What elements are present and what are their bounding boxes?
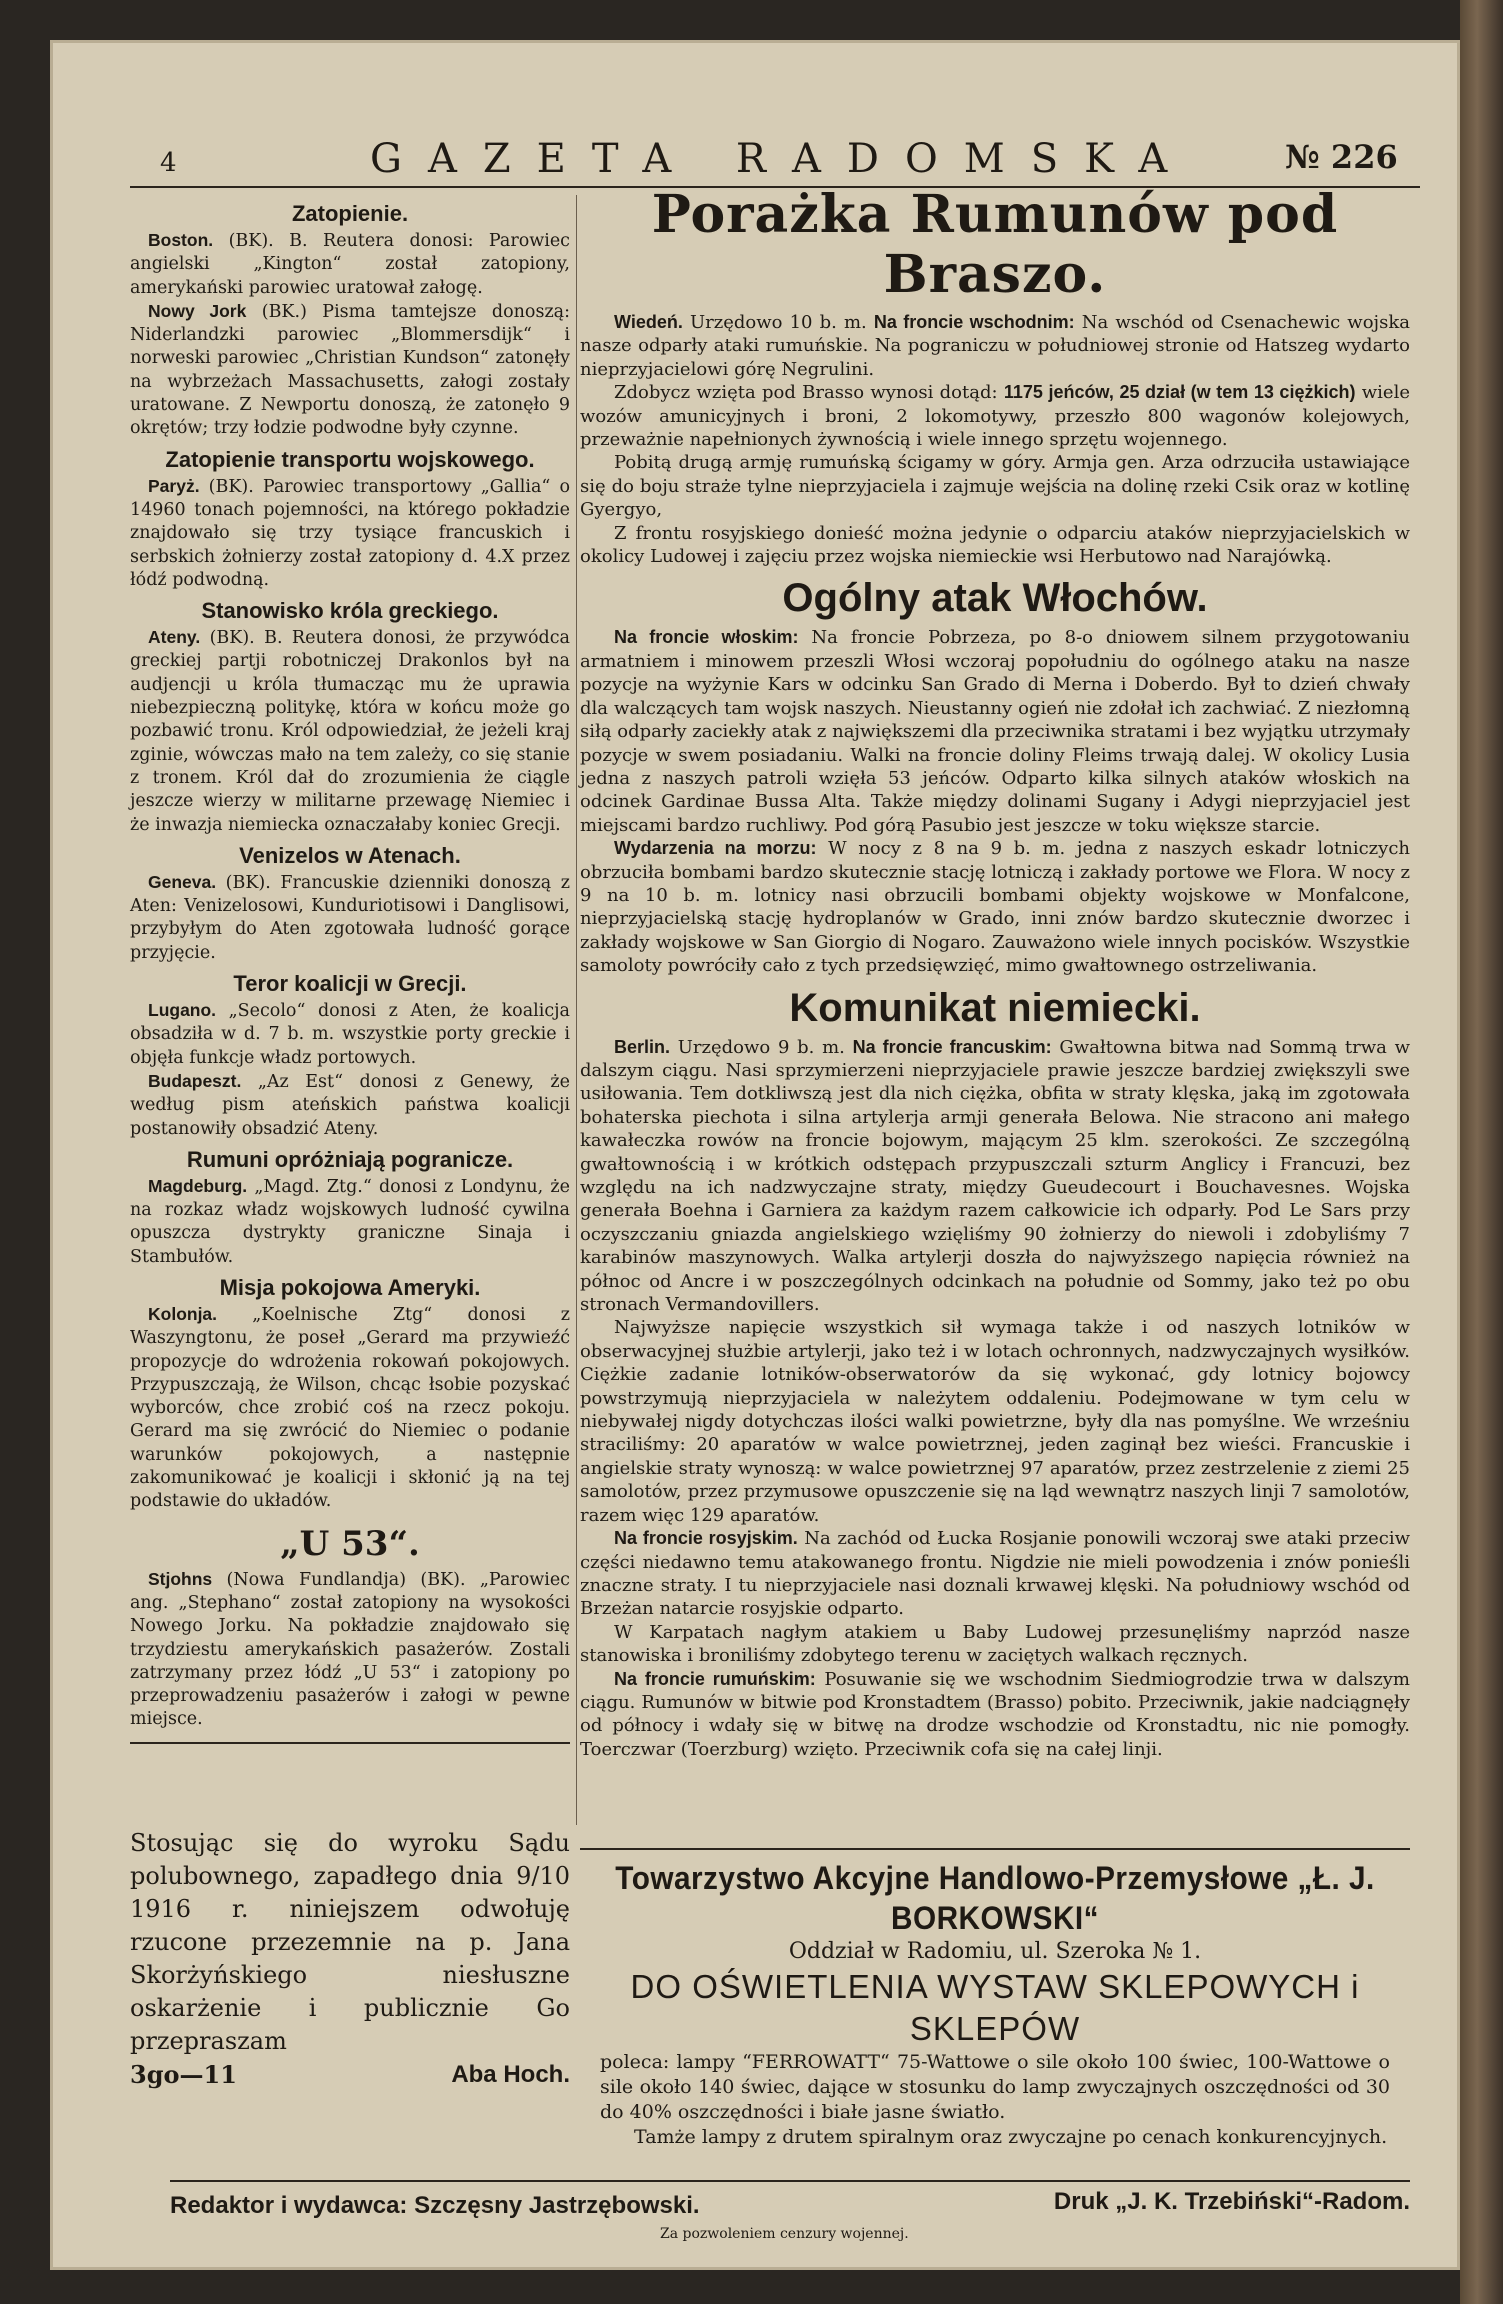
news-text: „Koelnische Ztg“ donosi z Waszyngtonu, że poseł „Gerard ma przywieźć propozycje do wdrożenia rokowań pokojowych. Przypuszczają, że Wilson, chcąc łsobie pozyskać wyborców, chce zrobić coś na rzecz pokoju. Gerard ma się zwrócić do Niemiec o podanie warunków pokojowych, a następnie zakomunikować je koalicji i skłonić ją na tej podstawie do układów. (130, 1304, 570, 1512)
news-text: (BK). B. Reutera donosi: Parowiec angielski „Kington“ został zatopiony, amerykański parowiec uratował załogę. (130, 231, 570, 298)
news-item (130, 1175, 570, 1269)
news-item (580, 1036, 1410, 1317)
column-separator (576, 195, 577, 1825)
news-item (130, 300, 570, 441)
news-lead: Stjohns (148, 1568, 213, 1589)
news-lead: Na froncie francuskim: (852, 1036, 1052, 1057)
u53-heading: „U 53“. (280, 1523, 420, 1564)
newspaper-title: GAZETA RADOMSKA (370, 136, 1194, 182)
news-text: Na froncie Pobrzeza, po 8-o dniowem silnem przygotowaniu armatniem i minowem przeszli Włosi wczoraj popołudniu do ogólnego ataku na nasze pozycje na wyżynie Kars w odcinku San Grado di Merna i Doberdo. Był to dzień chwały dla walczących tam wojsk naszych. Nieustanny ogień nie zdołał ich zachwiać. Z niezłomną siłą odparły zaciekły atak z największemi dla przeciwnika stratami i bez wyjątku utrzymały pozycje w swem posiadaniu. Walki na froncie doliny Fleims trwają dalej. W okolicy Lusia jedna z naszych patroli wzięła 53 jeńców. Odparto kilka silnych ataków włoskich na odcinek Gardinae Bussa Alta. Także między dolinami Sugany i Adygi nieprzyjaciel jest miejscami bardzo ruchliwy. Pod górą Pasubio jest jeszcze w toku większe starcie. (580, 627, 1411, 836)
news-item (580, 311, 1410, 381)
news-item (130, 475, 570, 592)
page-footer (170, 2180, 1410, 2240)
news-text: „Magd. Ztg.“ donosi z Londynu, że na rozkaz władz wojskowych ludność cywilna opuszcza dystrykty graniczne Sinaja i Stambułów. (130, 1176, 570, 1267)
news-lead: Na froncie wschodnim: (873, 312, 1075, 332)
news-lead: Lugano. (148, 1000, 217, 1021)
news-text: Na wschód od Csenachewic wojska nasze odparły ataki rumuńskie. Na pograniczu w południowej stronie od Hatszeg wydarto nieprzyjacielowi górę Negrulini. (580, 312, 1411, 380)
column-divider (130, 1742, 570, 1744)
notice-place-date: 3go—11 (130, 2060, 237, 2089)
left-column (130, 195, 570, 1752)
section-headline: Komunikat niemiecki. (789, 985, 1201, 1030)
news-text: wiele wozów amunicyjnych i broni, 2 lokomotywy, przeszło 800 wagonów kolejowych, przeważnie napełnionych żywnością i wiele innego sprzętu wojennego. (580, 382, 1410, 451)
news-lead: Na froncie włoskim: (614, 627, 799, 648)
section-heading: Zatopienie transportu wojskowego. (165, 446, 535, 472)
news-text: Urzędowo 10 b. m. (682, 312, 874, 333)
news-item: W Karpatach nagłym atakiem u Baby Ludowej przesunęliśmy naprzód nasze stanowiska i broniliśmy zdobytego terenu w zaciętych walkach ręcznych. (580, 1621, 1410, 1667)
news-text: „Az Est“ donosi z Genewy, że według pism ateńskich państwa koalicji postanowiły obsadzić Ateny. (130, 1071, 570, 1139)
section-heading: Misja pokojowa Ameryki. (219, 1274, 481, 1300)
page-number: 4 (160, 148, 177, 178)
editor-credit: Redaktor i wydawca: Szczęsny Jastrzębowski. (170, 2192, 700, 2219)
news-item (580, 1527, 1410, 1621)
news-text: „Secolo“ donosi z Aten, że koalicja obsadziła w d. 7 b. m. wszystkie porty greckie i objęła funkcje władz portowych. (130, 1001, 570, 1068)
apology-notice (130, 1827, 570, 2091)
ad-headline: DO OŚWIETLENIA WYSTAW SKLEPOWYCH i SKLEPÓW (630, 1968, 1360, 2047)
news-lead: Na froncie rumuńskim: (614, 1668, 816, 1689)
news-lead: Na froncie rosyjskim. (614, 1528, 798, 1549)
section-heading: Rumuni opróżniają pogranicze. (186, 1146, 514, 1172)
news-lead: Kolonja. (148, 1303, 218, 1324)
news-lead: Nowy Jork (148, 300, 247, 321)
news-lead: Berlin. (614, 1036, 671, 1057)
issue-number: № 226 (1285, 138, 1398, 176)
ad-body: Tamże lampy z drutem spiralnym oraz zwyczajne po cenach konkurencyjnych. (634, 2126, 1388, 2148)
news-item (130, 1303, 570, 1514)
news-text: (Nowa Fundlandja) (BK). „Parowiec ang. „Stephano“ został zatopiony na wysokości Nowego Jorku. Na pokładzie znajdowało się trzydziestu amerykańskich pasażerów. Zostali zatrzymany przez łódź „U 53“ i zatopiony po przeprowadzeniu pasażerów i załogi w pewne miejsce. (130, 1569, 570, 1730)
notice-signature: Aba Hoch. (451, 2061, 570, 2088)
footer-rule (170, 2180, 1410, 2182)
main-headline: Porażka Rumunów pod Braszo. (651, 184, 1339, 305)
news-item (580, 837, 1410, 977)
news-lead: Magdeburg. (148, 1175, 248, 1196)
censor-note: Za pozwoleniem cenzury wojennej. (660, 2226, 909, 2242)
news-text: (BK.) Pisma tamtejsze donoszą: Niderlandzki parowiec „Blommersdijk“ i norweski parowiec „Christian Kundson“ zatonęły na wybrzeżach Massachusetts, załogi zostały uratowane. Z Newportu donoszą, że zatonęło 9 okrętów; trzy łodzie podwodne były czynne. (130, 301, 570, 439)
news-text: (BK). Francuskie dzienniki donoszą z Aten: Venizelosowi, Kunduriotisowi i Danglisowi, przybyłym do Aten zgotowała ludność gorące przyjęcie. (130, 872, 570, 963)
news-text: Zdobycz wzięta pod Brasso wynosi dotąd: (614, 382, 1004, 404)
ad-company-name: Towarzystwo Akcyjne Handlowo-Przemysłowe „Ł. J. BORKOWSKI“ (615, 1860, 1375, 1936)
notice-signature-line (130, 2058, 570, 2091)
news-item (130, 999, 570, 1070)
news-text: Na zachód od Łucka Rosjanie ponowili wczoraj swe ataki przeciw części niedawno temu atakowanego frontu. Nigdzie nie mieli powodzenia i znów ponieśli znaczne straty. I tu nieprzyjaciele nasi doznali krwawej klęski. Na południowy wschód od Brzeżan natarcie rosyjskie odparto. (580, 1528, 1410, 1620)
news-emphasis: 1175 jeńców, 25 dział (w tem 13 ciężkich) (1003, 382, 1356, 403)
news-item (580, 381, 1410, 451)
ad-rule (580, 1848, 1410, 1850)
news-text: Posuwanie się we wschodnim Siedmiogrodzie trwa w dalszym ciągu. Rumunów w bitwie pod Kronstadtem (Brasso) pobito. Przeciwnik, jakie nadciągnęły od północy i wdały się w bitwę na drodze wschodzie od Kronstadtu, nic nie pomogły. Toerczwar (Toerzburg) wzięto. Przeciwnik cofa się na całej linji. (580, 1668, 1410, 1760)
news-text: Gwałtowna bitwa nad Sommą trwa w dalszym ciągu. Nasi sprzymierzeni nieprzyjaciele prawie jeszcze bardziej zwiększyli swe usiłowania. Tem dotkliwszą jest dla nich ciężka, obfita w straty klęska, jaką im zgotowała bohaterska piechota i silna artylerja armji generała Belowa. Nie stracono ani małego kawałeczka rowów na froncie bojowym, mającym 25 klm. szerokości. Ze szczególną gwałtownością i w krótkich odstępach przypuszczali szturm Anglicy i Francuzi, bez względu na ich nadzwyczajne straty, między Gueudecourt i Bouchavesnes. Wojska generała Boehna i Garniera za każdym razem całkowicie ich odparły. Pod Le Sars przy oczyszczaniu gniazda angielskiego wzięliśmy 90 żołnierzy do niewoli i zdobyliśmy 7 karabinów maszynowych. Walka artylerji doszła do najwyższego napięcia również na północ od Ancre i w poszczególnych odcinkach na południe od Sommy, jako też po obu stronach Vermandovillers. (580, 1036, 1411, 1316)
binding-edge (1460, 0, 1503, 2304)
printer-credit: Druk „J. K. Trzebiński“-Radom. (1053, 2188, 1410, 2215)
news-item (130, 626, 570, 837)
masthead (100, 110, 1420, 180)
section-heading: Stanowisko króla greckiego. (201, 598, 499, 624)
news-text: (BK). Parowiec transportowy „Gallia“ o 14960 tonach pojemności, na którego pokładzie znajdowało się trzy tysiące francuskich i serbskich żołnierzy został zatopiony d. 4.X przez łódź podwodną. (130, 476, 570, 590)
news-item (130, 871, 570, 965)
section-heading: Teror koalicji w Grecji. (233, 971, 467, 997)
news-item (580, 626, 1410, 837)
section-headline: Ogólny atak Włochów. (782, 576, 1208, 621)
ad-body: poleca: lampy “FERROWATT“ 75-Wattowe o sile około 100 świec, 100-Wattowe o sile około 140 świec, dające w stosunku do lamp zwyczajnych oszczędności od 30 do 40% oszczędności i białe jasne światło. (600, 2051, 1390, 2123)
ad-branch: Oddział w Radomiu, ul. Szeroka № 1. (788, 1939, 1202, 1964)
news-lead: Budapeszt. (148, 1070, 242, 1091)
news-item: Z frontu rosyjskiego donieść można jedynie o odparciu ataków nieprzyjacielskich w okolicy Ludowej i zajęciu przez wojska niemieckie wsi Herbutowo nad Narajówką. (580, 522, 1410, 568)
news-item (130, 229, 570, 300)
news-item (130, 1070, 570, 1141)
news-lead: Wydarzenia na morzu: (614, 838, 817, 859)
right-column (580, 185, 1410, 1761)
news-lead: Wiedeń. (614, 312, 683, 332)
news-item (130, 1568, 570, 1732)
advertisement (580, 1838, 1410, 2150)
news-text: (BK). B. Reutera donosi, że przywódca greckiej partji robotniczej Drakonlos był na audjencji u króla tłumacząc mu że uprawia niebezpieczną politykę, która w końcu może go pozbawić tronu. Król odpowiedział, że jeżeli kraj zginie, wówczas mało na tem zależy, co się stanie z tronem. Król dał do zrozumienia że ciągle jeszcze wierzy w militarne przewagę Niemiec i że inwazja niemiecka oznaczałaby koniec Grecji. (130, 628, 570, 835)
news-text: Urzędowo 9 b. m. (670, 1036, 853, 1058)
news-text: W nocy z 8 na 9 b. m. jedna z naszych eskadr lotniczych obrzuciła bombami bardzo skutecznie stację lotniczą i zakłady portowe we Flora. W nocy z 9 na 10 b. m. lotnicy nasi obrzucili bombami objekty wojskowe w Monfalcone, nieprzyjacielską stację hydroplanów w Grado, inni znów bardzo skutecznie dworzec i zakłady wojskowe w San Giorgio di Nogaro. Zauważono wiele innych pocisków. Wszystkie samoloty powróciły cało z tych przedsięwzięć, mimo gwałtownego ostrzeliwania. (580, 838, 1410, 977)
news-lead: Boston. (148, 230, 214, 250)
news-item: Pobitą drugą armję rumuńską ścigamy w góry. Armja gen. Arza odrzuciła ustawiające się do boju straże tylne nieprzyjaciela i zajmuje wejścia na dolinę rzeki Csik oraz w kotlinę Gyergyo, (580, 452, 1410, 521)
news-lead: Paryż. (148, 475, 200, 496)
section-heading: Zatopienie. (291, 201, 409, 226)
news-lead: Ateny. (148, 627, 201, 648)
news-item: Najwyższe napięcie wszystkich sił wymaga także i od naszych lotników w obserwacyjnej służbie artylerji, jako też i w lotach ochronnych, nadzwyczajnych wysiłków. Ciężkie zadanie lotników-obserwatorów da się wykonać, gdy lotnicy bojowcy powstrzymują nieprzyjaciela w należytem oddaleniu. Podejmowane w tym celu w niebywałej nigdy dotychczas ilości walki powietrzne, były dla nas pomyślne. We wrześniu straciliśmy: 20 aparatów w walce powietrznej, jeden zaginął bez wieści. Francuskie i angielskie straty wynoszą: w walce powietrznej 97 aparatów, przez zestrzelenie z ziemi 25 samolotów, przez przymusowe opuszczenie się na ląd wewnątrz naszych linji 7 samolotów, razem więc 129 aparatów. (580, 1317, 1410, 1526)
news-lead: Geneva. (148, 871, 217, 892)
news-item (580, 1668, 1410, 1762)
notice-text: Stosując się do wyroku Sądu polubownego, zapadłego dnia 9/10 1916 r. niniejszem odwołuję rzucone przezemnie na p. Jana Skorżyńskiego niesłuszne oskarżenie i publicznie Go przepraszam (130, 1829, 570, 2055)
section-heading: Venizelos w Atenach. (239, 842, 461, 868)
